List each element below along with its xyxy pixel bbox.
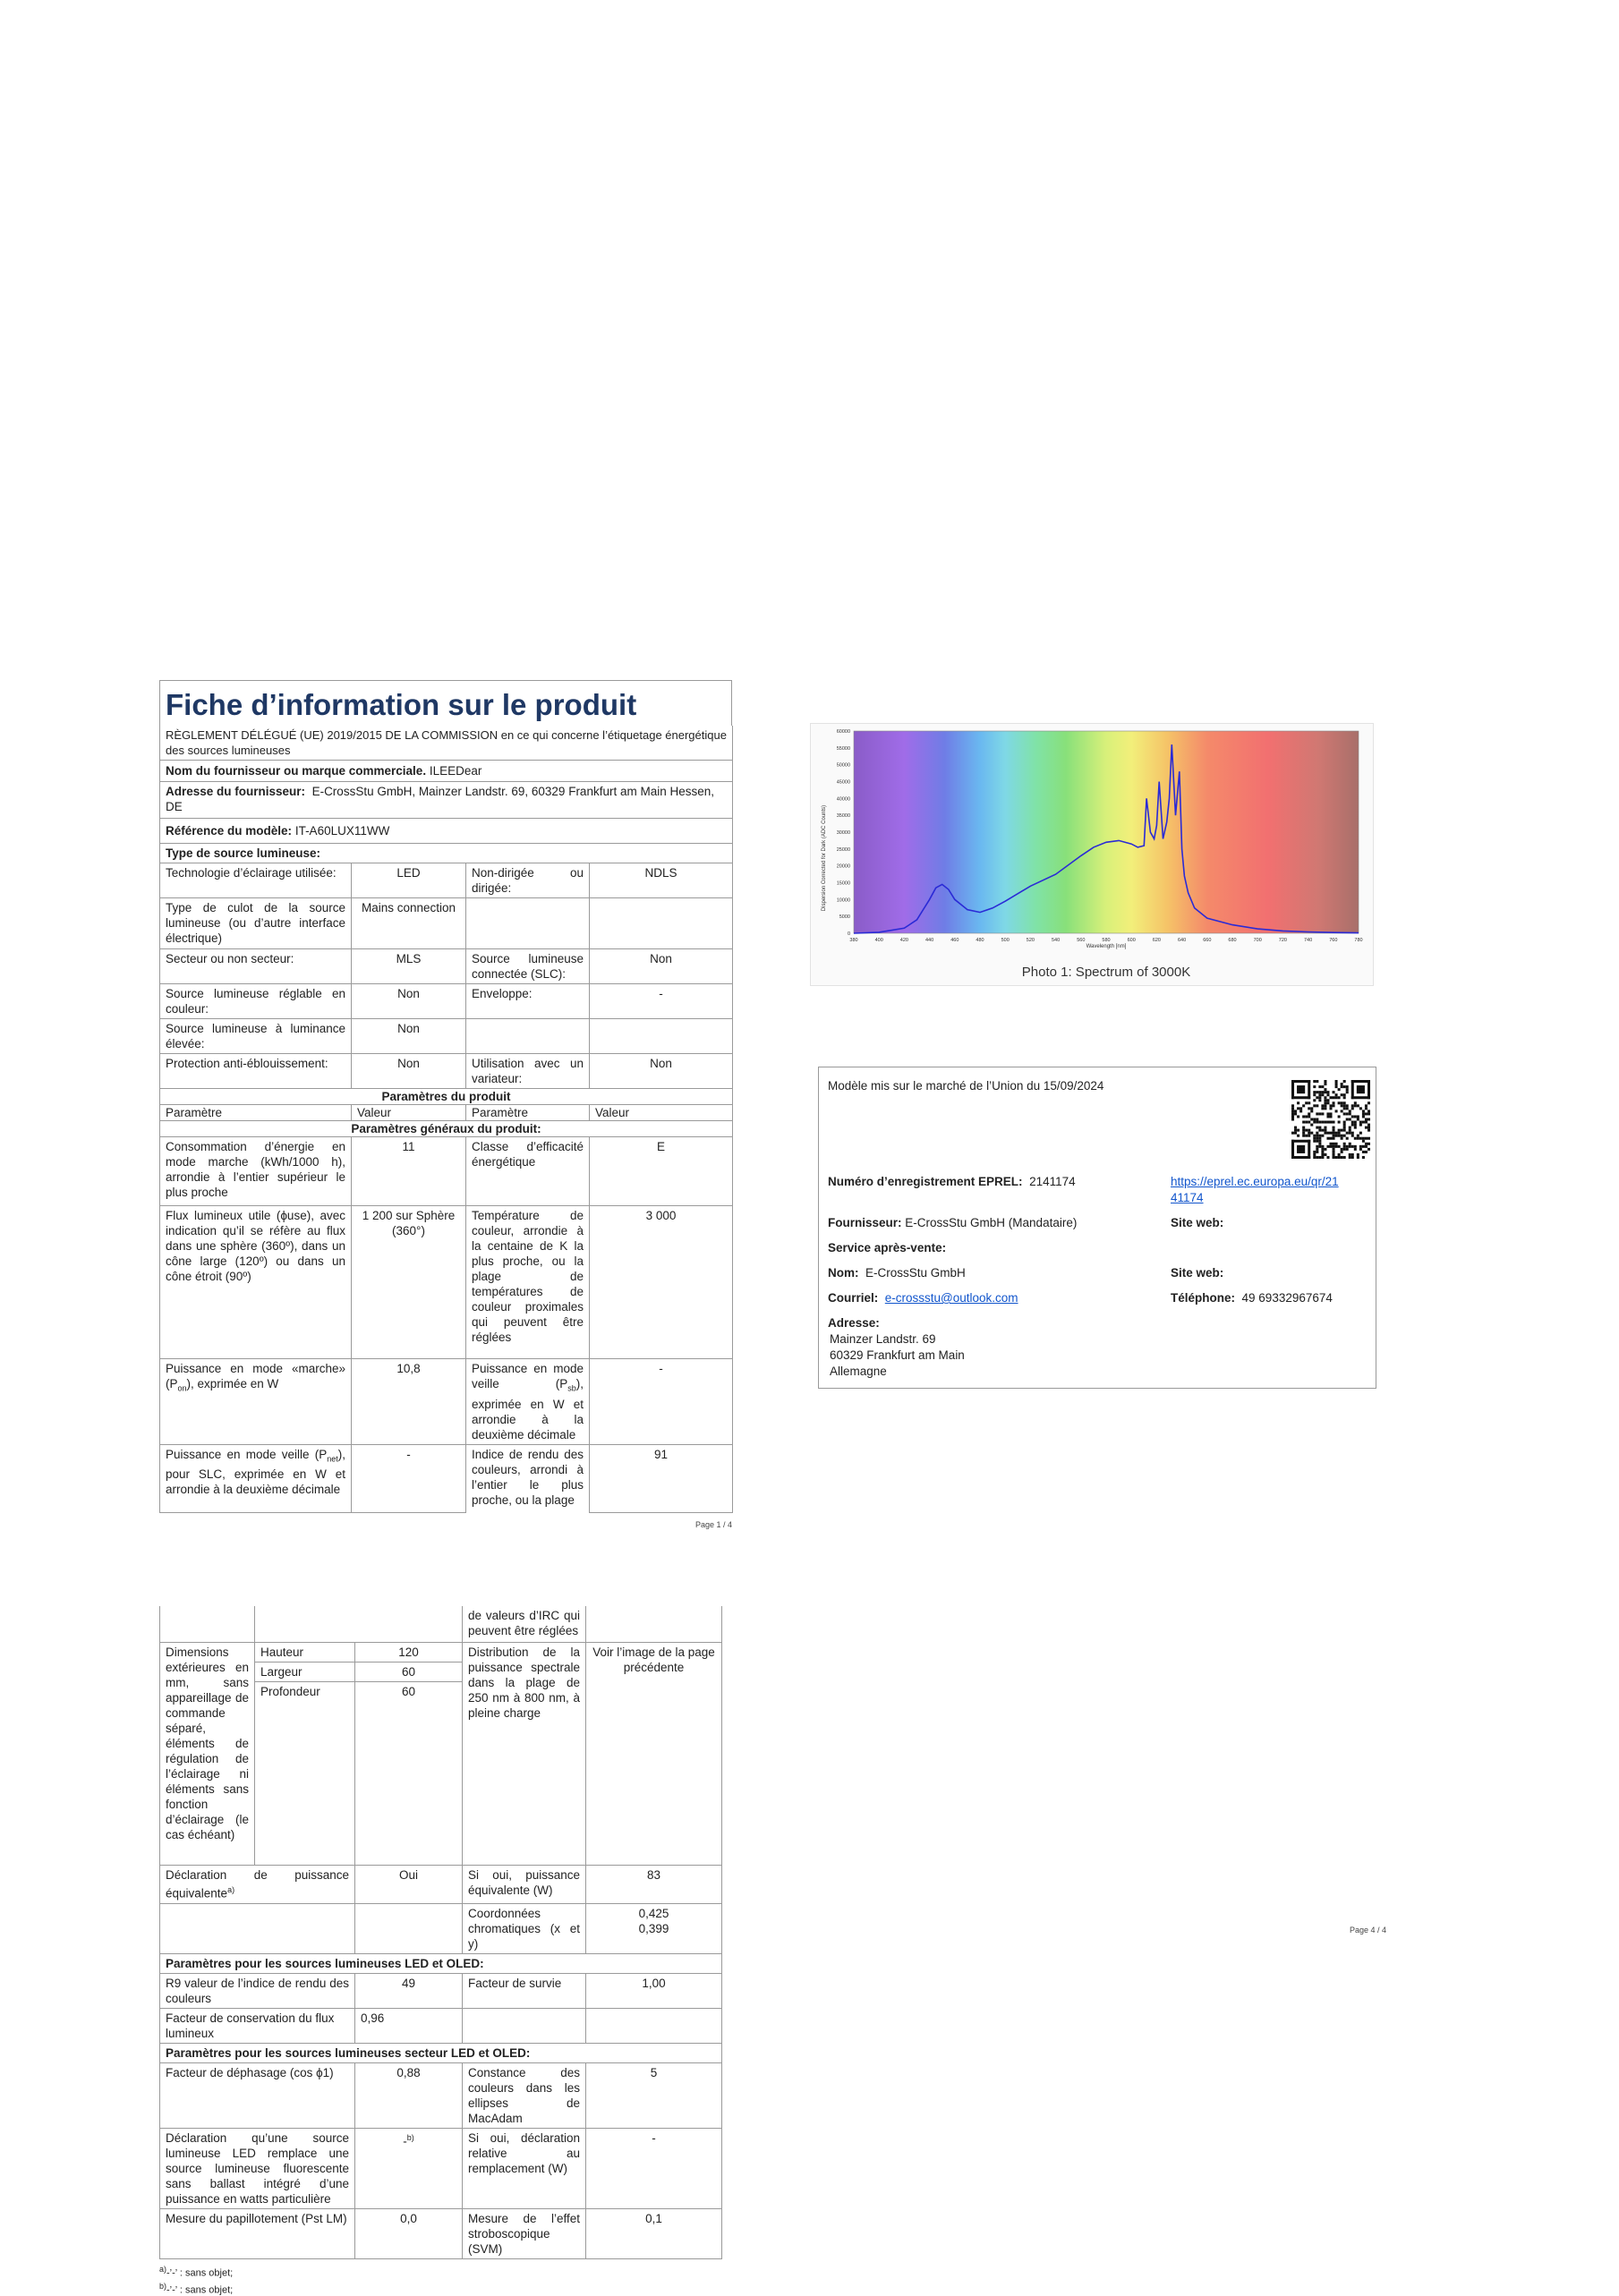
x-tick-label: 460 — [950, 938, 959, 943]
service-label: Service après-vente: — [828, 1241, 947, 1254]
table-row — [160, 1903, 722, 1953]
cell-label: Déclaration qu’une source lumineuse LED remplace une source lumineuse fluorescente sans ballast intégré d’une puissance en watts particulière — [160, 2128, 355, 2208]
x-tick-label: 440 — [925, 938, 934, 943]
cell-label: Consommation d’énergie en mode marche (kWh/1000 h), arrondie à l’entier supérieur le plus proche — [160, 1137, 352, 1206]
eprel-link-line2[interactable]: 41174 — [1171, 1191, 1204, 1204]
cell-value: Non — [352, 1054, 466, 1089]
replace-value: - — [403, 2134, 407, 2147]
eprel-link[interactable] — [1171, 1174, 1339, 1206]
table-row — [160, 1606, 722, 1643]
spd-label: Distribution de la puissance spectrale dans la plage de 250 nm à 800 nm, à pleine charge — [463, 1643, 586, 1866]
led-header: Paramètres pour les sources lumineuses LED et OLED: — [160, 1953, 722, 1973]
cell-label: de valeurs d’IRC qui peuvent être réglées — [463, 1606, 586, 1643]
cell-label: Classe d’efficacité énergétique — [466, 1137, 590, 1206]
cell-value: Oui — [355, 1866, 463, 1904]
cell-label: Source lumineuse à luminance élevée: — [160, 1019, 352, 1054]
plot-area — [854, 731, 1359, 933]
cell-label: Puissance en mode veille $(P_{net})$, pour SLC, exprimée en W et arrondie à la deuxième décimale — [160, 1444, 352, 1513]
col-header-value: Valeur — [352, 1105, 466, 1121]
cell-label: R9 valeur de l’indice de rendu des couleurs — [160, 1973, 355, 2008]
cell-value: Mains connection — [352, 898, 466, 949]
cell-value: Non — [352, 1019, 466, 1054]
cell-label: Facteur de conservation du flux lumineux — [160, 2008, 355, 2043]
cell-value: 10,8 — [352, 1359, 466, 1445]
phone-label: Téléphone: — [1171, 1291, 1236, 1305]
model-value: IT-A60LUX11WW — [294, 824, 390, 838]
cell-label — [466, 898, 590, 949]
supplier-line — [828, 1215, 1077, 1231]
y-tick-label: 20000 — [836, 863, 850, 870]
website2-label: Site web: — [1171, 1266, 1224, 1280]
cell-label: Coordonnées chromatiques (x et y) — [463, 1903, 586, 1953]
table-row — [160, 863, 733, 898]
cell-value: 11 — [352, 1137, 466, 1206]
x-tick-label: 780 — [1354, 938, 1363, 943]
x-axis-ticks — [849, 938, 1362, 943]
cell-value: 91 — [590, 1444, 733, 1513]
dim-name: Largeur — [255, 1662, 355, 1682]
x-tick-label: 700 — [1253, 938, 1262, 943]
cell-value: Non — [352, 984, 466, 1019]
x-tick-label: 740 — [1304, 938, 1313, 943]
x-axis-label: Wavelength [nm] — [1086, 944, 1127, 949]
cell-empty — [355, 1903, 463, 1953]
cell-empty — [586, 2008, 722, 2043]
table-row — [160, 1444, 733, 1513]
mains-header: Paramètres pour les sources lumineuses secteur LED et OLED: — [160, 2043, 722, 2062]
y-tick-label: 60000 — [836, 729, 850, 735]
y-tick-label: 0 — [847, 931, 850, 937]
cell-value: - — [590, 984, 733, 1019]
table-row — [160, 984, 733, 1019]
mail-label: Courriel: — [828, 1291, 879, 1305]
x-tick-label: 540 — [1052, 938, 1061, 943]
cell-label: Secteur ou non secteur: — [160, 949, 352, 984]
spectrum-card — [810, 723, 1374, 986]
cell-value: 0,96 — [355, 2008, 463, 2043]
page-number-4: Page 4 / 4 — [1350, 1926, 1387, 1935]
y-tick-label: 50000 — [836, 762, 850, 769]
col-header-param: Paramètre — [160, 1105, 352, 1121]
model-row — [160, 819, 733, 844]
x-tick-label: 400 — [874, 938, 883, 943]
cell-empty — [160, 1903, 355, 1953]
y-tick-label: 40000 — [836, 796, 850, 803]
table-row — [160, 1359, 733, 1445]
table-row — [160, 898, 733, 949]
eprel-box — [818, 1067, 1376, 1389]
table-row — [160, 2008, 722, 2043]
address-label: Adresse: — [828, 1316, 880, 1330]
table-row — [160, 2062, 722, 2128]
table-row — [160, 2208, 722, 2258]
cell-label: Si oui, déclaration relative au remplacement (W) — [463, 2128, 586, 2208]
cell-value: 0,1 — [586, 2208, 722, 2258]
x-tick-label: 760 — [1329, 938, 1338, 943]
supplier-row — [160, 761, 733, 782]
cell-empty — [160, 1606, 255, 1643]
cell-value: 1 200 sur Sphère (360°) — [352, 1206, 466, 1359]
type-header: Type de source lumineuse: — [160, 844, 733, 863]
address-line: Mainzer Landstr. 69 — [830, 1332, 936, 1346]
cell-empty — [586, 1606, 722, 1643]
table-row — [160, 1973, 722, 2008]
spectrum-caption: Photo 1: Spectrum of 3000K — [1021, 965, 1191, 980]
cell-label: Source lumineuse connectée (SLC): — [466, 949, 590, 984]
x-tick-label: 420 — [899, 938, 908, 943]
spd-value: Voir l’image de la page précédente — [586, 1643, 722, 1866]
y-tick-label: 15000 — [836, 880, 850, 887]
cell-value: Non — [590, 949, 733, 984]
x-tick-label: 620 — [1152, 938, 1161, 943]
cell-value: NDLS — [590, 863, 733, 898]
cell-label — [160, 1866, 355, 1904]
cell-label: Constance des couleurs dans les ellipses de MacAdam — [463, 2062, 586, 2128]
y-tick-label: 5000 — [839, 914, 850, 921]
table-row — [160, 1643, 722, 1662]
eprel-reg-label: Numéro d’enregistrement EPREL: — [828, 1175, 1023, 1188]
footnote-text: -’-’ : sans objet; — [166, 2284, 234, 2296]
cell-label: Protection anti-éblouissement: — [160, 1054, 352, 1089]
x-tick-label: 600 — [1127, 938, 1136, 943]
website-label: Site web: — [1171, 1216, 1224, 1229]
mail-line — [828, 1290, 1018, 1306]
params-header: Paramètres du produit — [160, 1089, 733, 1105]
product-info-table — [159, 726, 733, 1513]
cell-value: 49 — [355, 1973, 463, 2008]
table-row — [160, 949, 733, 984]
x-tick-label: 520 — [1026, 938, 1035, 943]
cell-value: 0,88 — [355, 2062, 463, 2128]
footnote-text: -’-’ : sans objet; — [166, 2267, 234, 2279]
page-2-sheet — [159, 1606, 721, 2296]
col-header-value: Valeur — [590, 1105, 733, 1121]
cell-empty — [255, 1606, 463, 1643]
eprel-reg-line — [828, 1174, 1076, 1190]
cell-label: Utilisation avec un variateur: — [466, 1054, 590, 1089]
dim-name: Hauteur — [255, 1643, 355, 1662]
footnote-mark: a) — [159, 2264, 167, 2274]
x-tick-label: 660 — [1203, 938, 1212, 943]
x-tick-label: 500 — [1001, 938, 1010, 943]
x-tick-label: 580 — [1102, 938, 1111, 943]
table-row — [160, 1137, 733, 1206]
x-tick-label: 680 — [1228, 938, 1237, 943]
table-row — [160, 1054, 733, 1089]
cell-label: Non-dirigée ou dirigée: — [466, 863, 590, 898]
dim-name: Profondeur — [255, 1682, 355, 1866]
phone-line — [1171, 1290, 1333, 1306]
name-line — [828, 1265, 966, 1281]
y-tick-label: 25000 — [836, 846, 850, 853]
supplier-value: E-CrossStu GmbH (Mandataire) — [905, 1216, 1078, 1229]
footnote-b — [159, 2282, 721, 2296]
cell-label: Facteur de survie — [463, 1973, 586, 2008]
y-axis-label: Dispersion Corrected for Dark (ADC Counts) — [822, 804, 827, 912]
cell-label: Technologie d’éclairage utilisée: — [160, 863, 352, 898]
cell-label: Puissance en mode «marche» $(P_{on})$, exprimée en W — [160, 1359, 352, 1445]
eprel-link-line1[interactable]: https://eprel.ec.europa.eu/qr/21 — [1171, 1175, 1339, 1188]
page-number: Page 1 / 4 — [694, 1520, 732, 1530]
cell-value: 1,00 — [586, 1973, 722, 2008]
equiv-label: Déclaration de puissance équivalente — [166, 1868, 349, 1901]
footnote-mark: a) — [227, 1885, 235, 1894]
cell-value: 0,0 — [355, 2208, 463, 2258]
name-value: E-CrossStu GmbH — [865, 1266, 966, 1280]
placed-on-market: Modèle mis sur le marché de l’Union du 15/09/2024 — [828, 1079, 1104, 1093]
cell-label: Flux lumineux utile (ϕuse), avec indication qu’il se réfère au flux dans une sphère (360º), dans un cône large (120º) ou dans un cône étroit (90º) — [160, 1206, 352, 1359]
footnote-a — [159, 2265, 721, 2279]
x-tick-label: 560 — [1077, 938, 1086, 943]
qr-code-icon — [1291, 1080, 1370, 1159]
cell-value: - — [590, 1359, 733, 1445]
x-tick-label: 720 — [1278, 938, 1287, 943]
address-line: 60329 Frankfurt am Main — [830, 1348, 965, 1362]
cell-label: Facteur de déphasage (cos ϕ1) — [160, 2062, 355, 2128]
cell-value: LED — [352, 863, 466, 898]
address-row — [160, 782, 733, 819]
cell-value: 3 000 — [590, 1206, 733, 1359]
cell-label: Mesure de l’effet stroboscopique (SVM) — [463, 2208, 586, 2258]
cell-value — [590, 1019, 733, 1054]
x-tick-label: 640 — [1178, 938, 1187, 943]
cell-value: MLS — [352, 949, 466, 984]
spectrum-chart — [811, 724, 1373, 985]
cell-label — [466, 1019, 590, 1054]
name-label: Nom: — [828, 1266, 859, 1280]
footnote-mark: b) — [406, 2132, 414, 2142]
cell-label: Type de culot de la source lumineuse (ou d’autre interface électrique) — [160, 898, 352, 949]
address-line: Allemagne — [830, 1365, 887, 1378]
y-tick-label: 45000 — [836, 779, 850, 786]
product-info-table-continued — [159, 1606, 722, 2259]
y-tick-label: 55000 — [836, 745, 850, 752]
dim-value: 60 — [355, 1682, 463, 1866]
cell-value: Non — [590, 1054, 733, 1089]
phone-value: 49 69332967674 — [1241, 1291, 1333, 1305]
cell-value — [355, 2128, 463, 2208]
cell-label: Température de couleur, arrondie à la centaine de K la plus proche, ou la plage de températures de couleur proximales qui peuvent être réglées — [466, 1206, 590, 1359]
dim-value: 60 — [355, 1662, 463, 1682]
cell-label: Puissance en mode veille $(P_{sb})$, exprimée en W et arrondie à la deuxième décimale — [466, 1359, 590, 1445]
footnote-mark: b) — [159, 2282, 167, 2292]
table-row — [160, 1206, 733, 1359]
cell-value: 5 — [586, 2062, 722, 2128]
cell-value: - — [586, 2128, 722, 2208]
cell-label: Source lumineuse réglable en couleur: — [160, 984, 352, 1019]
table-row — [160, 2128, 722, 2208]
supplier-value: ILEEDear — [429, 764, 482, 778]
cell-label: Mesure du papillotement (Pst LM) — [160, 2208, 355, 2258]
eprel-reg-value: 2141174 — [1029, 1175, 1076, 1188]
supplier-label: Fournisseur: — [828, 1216, 902, 1229]
col-header-param: Paramètre — [466, 1105, 590, 1121]
model-label: Référence du modèle: — [166, 824, 293, 838]
cell-value: E — [590, 1137, 733, 1206]
mail-link[interactable]: e-crossstu@outlook.com — [884, 1291, 1018, 1305]
cell-value — [590, 898, 733, 949]
table-row — [160, 1019, 733, 1054]
cell-value: 83 — [586, 1866, 722, 1904]
y-tick-label: 10000 — [836, 897, 850, 904]
cell-value: - — [352, 1444, 466, 1513]
column-header-row — [160, 1105, 733, 1121]
cell-label: Indice de rendu des couleurs, arrondi à l’entier le plus proche, ou la plage — [466, 1444, 590, 1513]
x-tick-label: 480 — [976, 938, 984, 943]
dim-value: 120 — [355, 1643, 463, 1662]
regulation-text: RÈGLEMENT DÉLÉGUÉ (UE) 2019/2015 DE LA COMMISSION en ce qui concerne l’étiquetage énergétique des sources lumineuses — [160, 726, 733, 761]
cell-label: Si oui, puissance équivalente (W) — [463, 1866, 586, 1904]
y-tick-label: 35000 — [836, 813, 850, 820]
cell-empty — [463, 2008, 586, 2043]
dims-label: Dimensions extérieures en mm, sans appareillage de commande séparé, éléments de régulation de l’éclairage ni éléments sans fonction d’éclairage (le cas échéant) — [160, 1643, 255, 1866]
chroma-x: 0,425 — [638, 1906, 669, 1920]
general-header: Paramètres généraux du produit: — [160, 1121, 733, 1137]
page-1-sheet — [159, 680, 732, 1529]
cell-label: Enveloppe: — [466, 984, 590, 1019]
y-axis-ticks — [837, 729, 850, 937]
y-tick-label: 30000 — [836, 830, 850, 836]
x-tick-label: 380 — [849, 938, 858, 943]
doc-title: Fiche d’information sur le produit — [159, 680, 732, 726]
cell-value — [586, 1903, 722, 1953]
table-row — [160, 1866, 722, 1904]
supplier-label: Nom du fournisseur ou marque commerciale. — [166, 764, 427, 778]
spectrum-background — [854, 731, 1359, 933]
address-value: E-CrossStu GmbH, Mainzer Landstr. 69, 60329 Frankfurt am Main Hessen, DE — [166, 785, 714, 813]
address-label: Adresse du fournisseur: — [166, 785, 306, 798]
chroma-y: 0,399 — [638, 1921, 669, 1935]
